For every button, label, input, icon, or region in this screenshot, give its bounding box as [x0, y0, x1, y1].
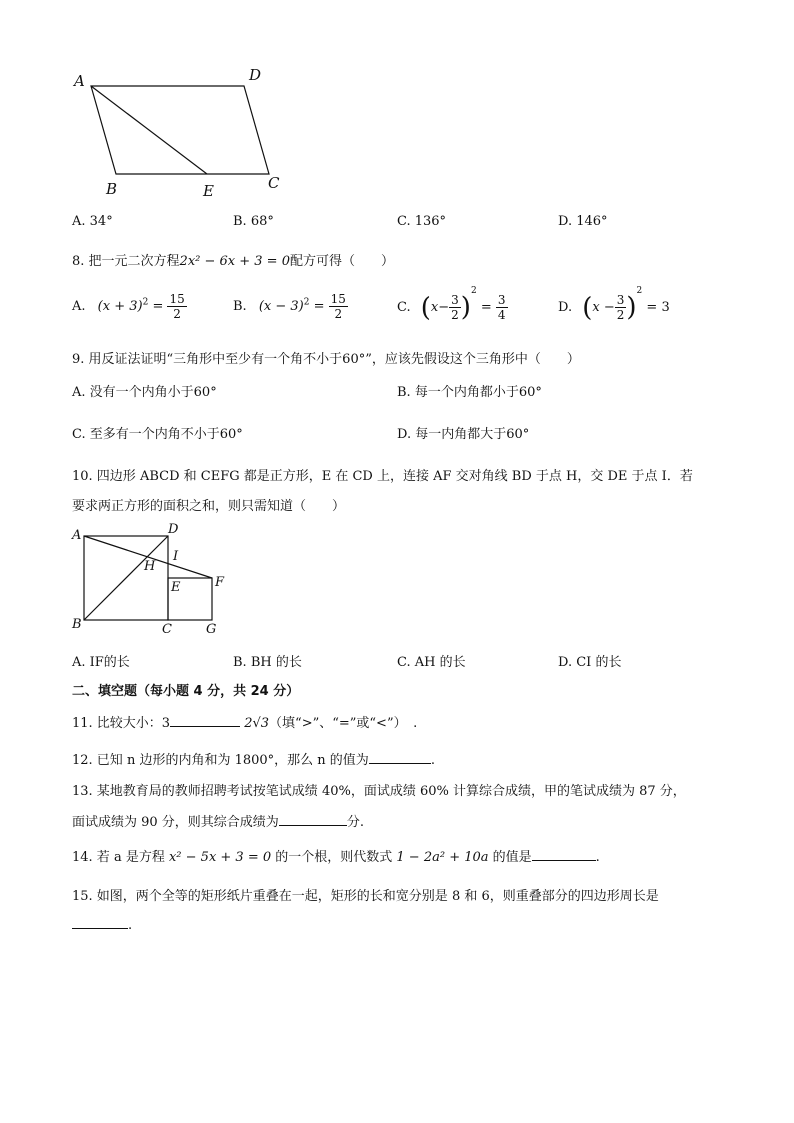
q7-option-c: C. 136° — [397, 214, 447, 229]
fig10-label-b: B — [72, 617, 82, 632]
q14-answer-blank[interactable] — [532, 848, 596, 861]
q7-option-b: B. 68° — [233, 214, 274, 229]
q8-option-c-exp: 2 — [470, 286, 477, 296]
q8-option-a-num: 15 — [169, 292, 185, 306]
q8-option-a: A. $(x + 3)^2$ = $\frac{15}{2}$ — [72, 292, 185, 321]
q13-line2-text: 面试成绩为 90 分，则其综合成绩为 — [72, 815, 279, 830]
q8-option-d-exp: 2 — [636, 286, 643, 296]
fig7-label-a: A — [74, 72, 85, 90]
q8-option-b-exp: 2 — [303, 297, 310, 308]
fig10-label-a: A — [72, 528, 82, 543]
q8-option-c: C. (x− $\frac{3}{2}$ )$^2$ = $\frac{3}{4}$ — [397, 286, 506, 323]
q12-end: . — [430, 753, 435, 768]
q10-option-d: D. CI 的长 — [558, 655, 622, 670]
section-title: 二、填空题（每小题 4 分，共 24 分） — [72, 684, 300, 699]
fig10-label-g: G — [206, 622, 217, 637]
q8-stem-suffix: 配方可得（ ） — [289, 254, 394, 269]
q8-option-b: B. $(x - 3)^2$ = $\frac{15}{2}$ — [233, 292, 346, 321]
q10-stem-line2: 要求两正方形的面积之和，则只需知道（ ） — [72, 499, 346, 514]
q11-answer-blank[interactable] — [170, 714, 240, 727]
q8-option-c-inner-frac — [449, 293, 461, 322]
q8-option-c-inner-den: 2 — [451, 308, 459, 322]
fig10-label-f: F — [215, 575, 225, 590]
q15-answer-blank[interactable] — [72, 916, 128, 929]
q12-answer-blank[interactable] — [369, 751, 431, 764]
q10-option-a: A. IF的长 — [72, 655, 130, 670]
q8-stem — [72, 250, 394, 269]
q8-option-c-inner: x− — [430, 300, 450, 315]
q13-line2 — [72, 811, 364, 830]
q12 — [72, 749, 435, 768]
q8-option-b-frac — [329, 292, 348, 321]
q10-option-b: B. BH 的长 — [233, 655, 302, 670]
q11-prefix: 11. 比较大小：3 — [72, 716, 171, 731]
fig7-label-e: E — [203, 182, 214, 200]
q8-option-d-inner-den: 2 — [616, 308, 625, 322]
q8-option-b-left: (x − 3) — [258, 299, 304, 314]
q8-option-d-inner: x − — [592, 300, 615, 315]
q14 — [72, 846, 600, 865]
q14-prefix: 14. 若 a 是方程 — [72, 850, 169, 865]
fig10-label-d: D — [168, 522, 179, 537]
q11 — [72, 712, 417, 731]
q9-option-d: D. 每一内角都大于60° — [397, 427, 530, 442]
q8-option-c-inner-num: 3 — [451, 293, 459, 307]
q8-option-b-num: 15 — [330, 292, 346, 306]
q10-option-c: C. AH 的长 — [397, 655, 466, 670]
parallelogram-figure — [70, 64, 300, 204]
q9-stem: 9. 用反证法证明“三角形中至少有一个角不小于60°”，应该先假设这个三角形中（ ） — [72, 352, 580, 367]
q14-end: . — [595, 850, 600, 865]
fig10-label-e: E — [171, 580, 181, 595]
fig10-label-h: H — [144, 559, 156, 574]
q14-expr: 1 − 2a² + 10a — [396, 850, 489, 865]
q12-text: 12. 已知 n 边形的内角和为 1800°，那么 n 的值为 — [72, 753, 369, 768]
fig7-label-d: D — [249, 66, 262, 84]
q8-option-d-letter: D. — [558, 300, 573, 315]
q8-option-c-letter: C. — [397, 300, 411, 315]
q8-option-a-left: (x + 3) — [97, 299, 143, 314]
q8-option-d-inner-frac — [615, 293, 627, 322]
q8-option-a-exp: 2 — [142, 297, 149, 308]
q8-option-b-den: 2 — [334, 307, 343, 321]
q8-stem-prefix: 8. 把一元二次方程 — [72, 254, 180, 269]
q9-option-c: C. 至多有一个内角不小于60° — [72, 427, 243, 442]
q9-option-b: B. 每一个内角都小于60° — [397, 385, 542, 400]
q15-line1: 15. 如图，两个全等的矩形纸片重叠在一起，矩形的长和宽分别是 8 和 6，则重叠部分的四边形周长是 — [72, 889, 659, 904]
q8-option-d-inner-num: 3 — [616, 293, 625, 307]
q11-rhs: 2√3 — [244, 716, 270, 731]
fig7-label-b: B — [106, 180, 118, 198]
q8-option-a-den: 2 — [173, 307, 181, 321]
q8-option-c-frac — [496, 293, 508, 322]
q7-option-d: D. 146° — [558, 214, 608, 229]
q8-option-d: D. (x − $\frac{3}{2}$ )$^2$ = 3 — [558, 286, 670, 323]
q7-option-a: A. 34° — [72, 214, 113, 229]
q8-option-a-letter: A. — [72, 299, 86, 314]
q14-equation: x² − 5x + 3 = 0 — [168, 850, 272, 865]
q10-stem-line1: 10. 四边形 ABCD 和 CEFG 都是正方形，E 在 CD 上，连接 AF 交对角线 BD 于点 H，交 DE 于点 I．若 — [72, 469, 693, 484]
q15-line2 — [72, 916, 132, 933]
fig10-label-i: I — [173, 549, 179, 564]
q8-option-c-num: 3 — [497, 293, 506, 307]
q8-option-b-letter: B. — [233, 299, 247, 314]
q13-end: 分. — [346, 815, 364, 830]
q14-mid: 的一个根，则代数式 — [271, 850, 397, 865]
q15-end: . — [128, 918, 133, 933]
q14-suffix: 的值是 — [488, 850, 532, 865]
q8-equation: 2x² − 6x + 3 = 0 — [179, 254, 290, 269]
fig10-label-c: C — [162, 622, 172, 637]
q8-option-d-rhs: = 3 — [646, 300, 670, 315]
q13-line1: 13. 某地教育局的教师招聘考试按笔试成绩 40%，面试成绩 60% 计算综合成绩，甲的笔试成绩为 87 分， — [72, 784, 686, 799]
q8-option-a-frac — [167, 292, 186, 321]
q13-answer-blank[interactable] — [279, 813, 347, 826]
q11-suffix: （填“>”、“=”或“<”） . — [269, 716, 418, 731]
q9-option-a: A. 没有一个内角小于60° — [72, 385, 217, 400]
q8-option-c-den: 4 — [497, 308, 506, 322]
fig7-label-c: C — [268, 174, 280, 192]
